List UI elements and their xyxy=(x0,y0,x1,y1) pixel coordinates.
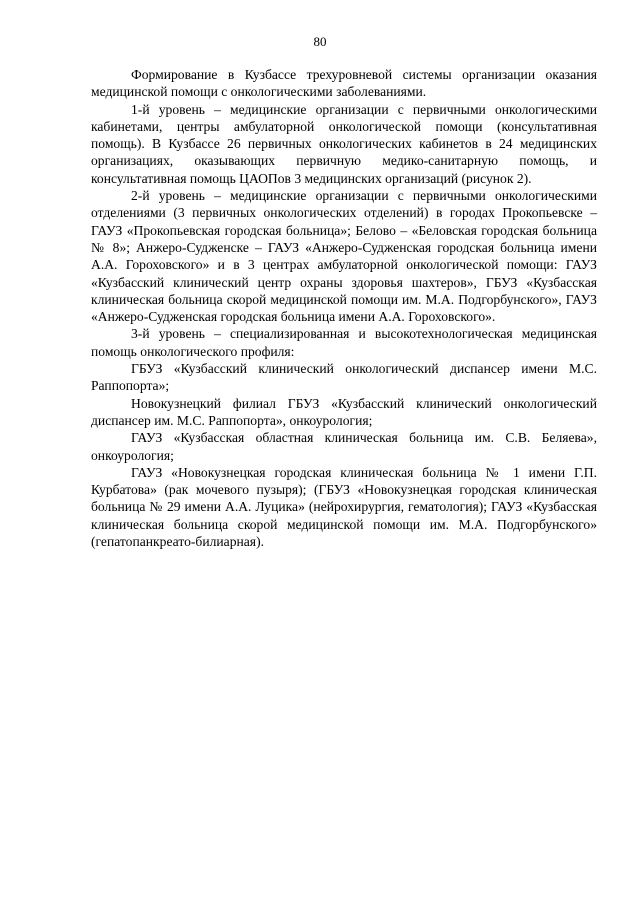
paragraph-city-hospitals: ГАУЗ «Новокузнецкая городская клиническая больница № 1 имени Г.П. Курбатова» (рак мочевого пузыря); (ГБУЗ «Новокузнецкая городская клиническая больница № 29 имени А.А. Луцика» (нейрохирургия, гематология); ГАУЗ «Кузбасская клиническая больница скорой медицинской помощи им. М.А. Подгорбунского» (гепатопанкреато-билиарная). xyxy=(91,464,597,550)
paragraph-level-2: 2-й уровень – медицинские организации с первичными онкологическими отделениями (3 первичных онкологических отделений) в городах Прокопьевске – ГАУЗ «Прокопьевская городская больница»; Белово – «Беловская городская больница № 8»; Анжеро-Судженске – ГАУЗ «Анжеро-Судженская городская больница имени А.А. Гороховского» и в 3 центрах амбулаторной онкологической помощи: ГАУЗ «Кузбасский клинический центр охраны здоровья шахтеров», ГБУЗ «Кузбасская клиническая больница скорой медицинской помощи им. М.А. Подгорбунского», ГАУЗ «Анжеро-Судженская городская больница имени А.А. Гороховского». xyxy=(91,188,597,325)
paragraph-level-3: 3-й уровень – специализированная и высокотехнологическая медицинская помощь онкологического профиля: xyxy=(91,326,597,359)
page-number: 80 xyxy=(313,34,327,49)
paragraph-novokuznetsk-branch: Новокузнецкий филиал ГБУЗ «Кузбасский клинический онкологический диспансер им. М.С. Раппопорта», онкоурология; xyxy=(91,395,597,428)
paragraph-oncology-dispensary: ГБУЗ «Кузбасский клинический онкологический диспансер имени М.С. Раппопорта»; xyxy=(91,361,597,394)
document-body xyxy=(91,66,597,550)
paragraph-level-1: 1-й уровень – медицинские организации с первичными онкологическими кабинетами, центры амбулаторной онкологической помощи (консультативная помощь). В Кузбассе 26 первичных онкологических кабинетов в 24 медицинских организациях, оказывающих первичную медико-санитарную помощь, и консультативная помощь ЦАОПов 3 медицинских организаций (рисунок 2). xyxy=(91,101,597,186)
paragraph-regional-hospital: ГАУЗ «Кузбасская областная клиническая больница им. С.В. Беляева», онкоурология; xyxy=(91,430,597,463)
paragraph-intro: Формирование в Кузбассе трехуровневой системы организации оказания медицинской помощи с онкологическими заболеваниями. xyxy=(91,67,597,100)
